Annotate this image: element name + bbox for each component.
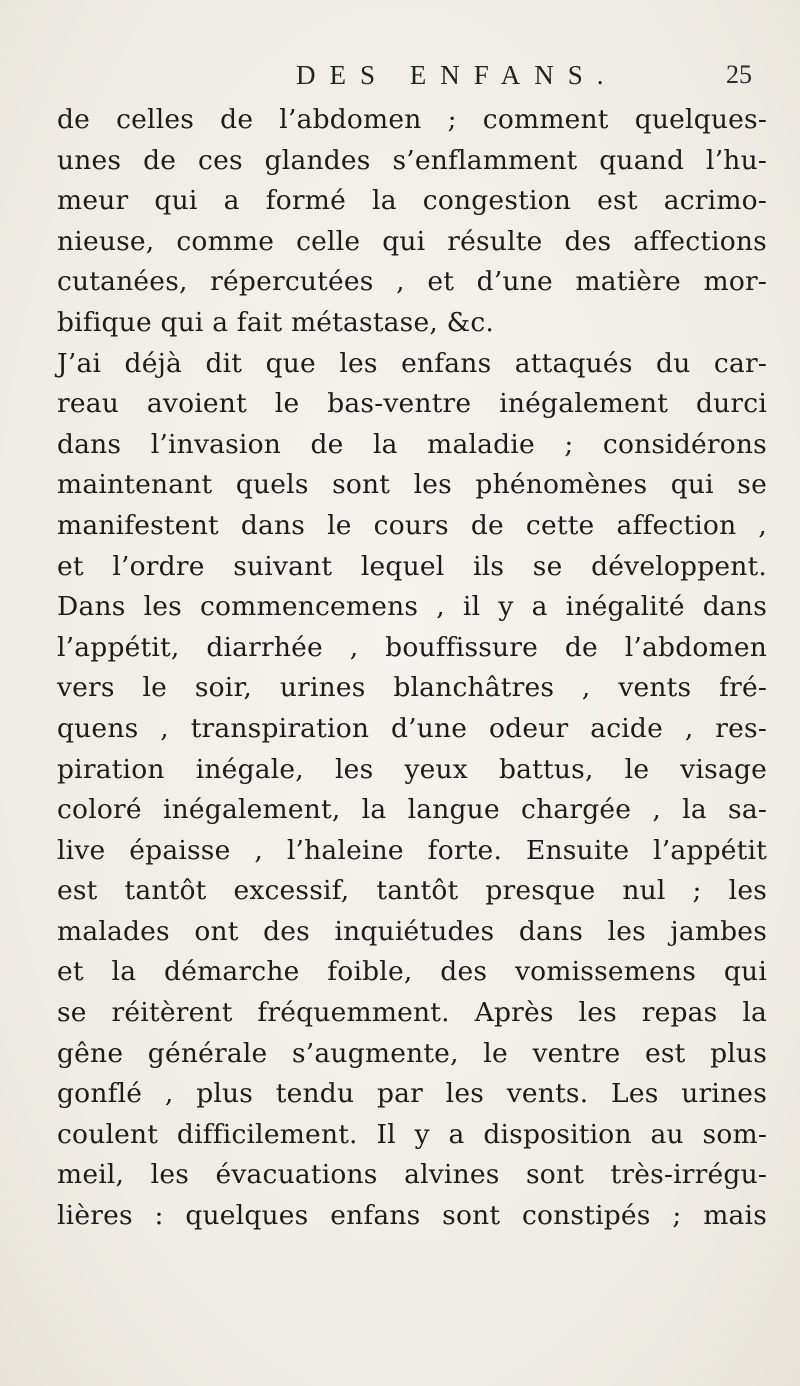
text-line: cutanées, répercutées , et d’une matière mor- xyxy=(57,266,767,298)
text-line: vers le soir, urines blanchâtres , vents fré- xyxy=(57,672,767,704)
running-head xyxy=(0,60,800,100)
text-line: bifique qui a fait métastase, &c. xyxy=(57,306,495,338)
text-line: gêne générale s’augmente, le ventre est plus xyxy=(57,1037,767,1069)
text-line: nieuse, comme celle qui résulte des affections xyxy=(57,225,767,257)
text-line: piration inégale, les yeux battus, le visage xyxy=(57,753,767,785)
text-line: et l’ordre suivant lequel ils se développent. xyxy=(57,550,767,582)
text-line: l’appétit, diarrhée , bouffissure de l’abdomen xyxy=(57,631,767,663)
text-line: reau avoient le bas-ventre inégalement durci xyxy=(57,388,767,420)
text-line: Dans les commencemens , il y a inégalité dans xyxy=(57,591,767,623)
text-line: est tantôt excessif, tantôt presque nul ; les xyxy=(57,875,767,907)
text-line: coloré inégalement, la langue chargée , la sa- xyxy=(57,794,767,826)
text-line: et la démarche foible, des vomissemens qui xyxy=(57,956,767,988)
text-line: live épaisse , l’haleine forte. Ensuite l’appétit xyxy=(57,834,767,866)
text-line: de celles de l’abdomen ; comment quelques- xyxy=(57,104,767,135)
text-line: manifestent dans le cours de cette affection , xyxy=(57,509,767,541)
text-line: se réitèrent fréquemment. Après les repas la xyxy=(57,997,767,1029)
text-line: meur qui a formé la congestion est acrimo- xyxy=(57,185,767,217)
text-line: lières : quelques enfans sont constipés ; mais xyxy=(57,1200,767,1232)
text-line: gonflé , plus tendu par les vents. Les urines xyxy=(57,1078,767,1110)
text-line: coulent difficilement. Il y a disposition au som- xyxy=(57,1118,767,1150)
text-line: meil, les évacuations alvines sont très-irrégu- xyxy=(57,1159,767,1191)
text-line: maintenant quels sont les phénomènes qui se xyxy=(57,469,767,501)
text-line: J’ai déjà dit que les enfans attaqués du car- xyxy=(57,347,767,379)
running-title: DES ENFANS. xyxy=(296,60,618,90)
page-number: 25 xyxy=(726,60,752,89)
text-line: malades ont des inquiétudes dans les jambes xyxy=(57,915,767,947)
text-line: quens , transpiration d’une odeur acide , res- xyxy=(57,712,767,744)
body-text xyxy=(57,100,767,1237)
text-line: dans l’invasion de la maladie ; considérons xyxy=(57,428,767,460)
text-line: unes de ces glandes s’enflamment quand l’hu- xyxy=(57,144,767,176)
